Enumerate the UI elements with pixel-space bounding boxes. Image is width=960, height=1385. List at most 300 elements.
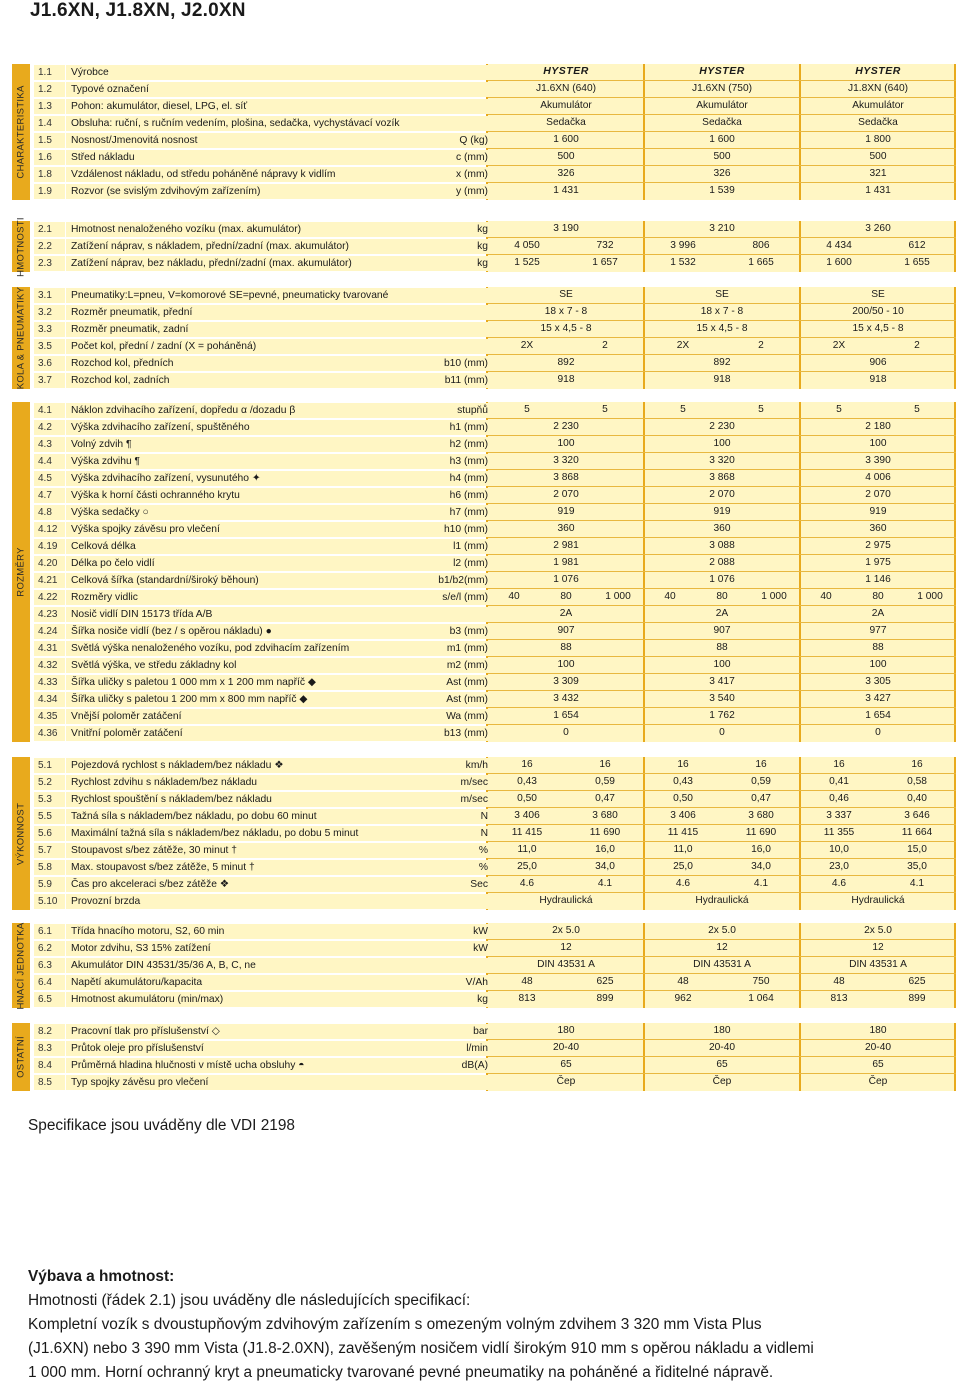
row-unit: l/min: [466, 1043, 488, 1054]
value-cell: 3 680: [592, 810, 618, 821]
value-cell: 0: [875, 727, 881, 738]
value-cell: 65: [560, 1059, 572, 1070]
value-cell: 100: [713, 438, 731, 449]
row-label-text: Maximální tažná síla s nákladem/bez nákladu, po dobu 5 minut: [71, 828, 359, 839]
row-unit: x (mm): [455, 169, 488, 180]
row-number: 5.3: [34, 792, 65, 807]
row-label: [66, 116, 496, 131]
row-label: [66, 675, 496, 690]
section-rozmery: [12, 402, 956, 742]
row-number: 4.7: [34, 488, 65, 503]
row-unit: b1/b2(mm): [438, 575, 488, 586]
value-cell: 25,0: [517, 861, 537, 872]
value-cell: 180: [869, 1025, 887, 1036]
row-label: [66, 403, 496, 418]
value-cell: 34,0: [595, 861, 615, 872]
value-cell: 16: [599, 759, 611, 770]
row-label-text: Výška zdvihacího zařízení, spuštěného: [71, 422, 250, 433]
brand-logo: HYSTER: [699, 65, 745, 77]
row-unit: h7 (mm): [449, 507, 488, 518]
row-label: [66, 133, 496, 148]
row-label: [66, 1024, 496, 1039]
value-cell: 919: [557, 506, 575, 517]
row-label: [66, 239, 496, 254]
row-number: 1.3: [34, 99, 65, 114]
value-cell: J1.6XN (640): [535, 83, 597, 94]
value-cell: 100: [713, 659, 731, 670]
row-label: [66, 356, 496, 371]
value-cell: 0,43: [517, 776, 537, 787]
row-number: 3.1: [34, 288, 65, 303]
value-cell: DIN 43531 A: [693, 959, 751, 970]
value-cell: Akumulátor: [540, 100, 592, 111]
equipment-line-4: 1 000 mm. Horní ochranný kryt a pneumaticky tvarované pevné pneumatiky na poháněné a řiditelné nápravě.: [28, 1364, 774, 1381]
row-number: 8.5: [34, 1075, 65, 1090]
row-unit: h3 (mm): [449, 456, 488, 467]
row-number: 5.6: [34, 826, 65, 841]
value-cell: 813: [518, 993, 536, 1004]
row-number: 8.3: [34, 1041, 65, 1056]
row-label-text: Střed nákladu: [71, 152, 135, 163]
row-label: [66, 826, 496, 841]
row-number: 8.4: [34, 1058, 65, 1073]
row-label-text: Provozní brzda: [71, 896, 141, 907]
value-cell: 12: [560, 942, 572, 953]
value-cell: 4.1: [753, 878, 769, 889]
row-number: 5.1: [34, 758, 65, 773]
value-cell: 750: [752, 976, 770, 987]
row-number: 3.5: [34, 339, 65, 354]
value-cell: 20-40: [864, 1042, 892, 1053]
value-cell: 919: [713, 506, 731, 517]
value-cell: 16: [833, 759, 845, 770]
row-unit: Q (kg): [459, 135, 488, 146]
row-unit: Wa (mm): [446, 711, 488, 722]
section-title: HMOTNOSTI: [15, 216, 27, 277]
value-cell: 11 415: [511, 827, 543, 838]
value-cell: 326: [713, 168, 731, 179]
row-number: 8.2: [34, 1024, 65, 1039]
value-cell: 12: [872, 942, 884, 953]
row-unit: l1 (mm): [453, 541, 488, 552]
row-label-text: Celková šířka (standardní/široký běhoun): [71, 575, 259, 586]
row-number: 3.7: [34, 373, 65, 388]
value-cell: 2 070: [709, 489, 735, 500]
value-cell: 40: [664, 591, 676, 602]
value-cell: 3 337: [826, 810, 852, 821]
value-cell: 919: [869, 506, 887, 517]
row-label: [66, 322, 496, 337]
section-title: ROZMĚRY: [15, 547, 27, 597]
row-label-text: Zatížení náprav, bez nákladu, přední/zadní (max. akumulátor): [71, 258, 352, 269]
value-cell: 2: [602, 340, 608, 351]
row-label-text: Napětí akumulátoru/kapacita: [71, 977, 203, 988]
row-label-text: Pohon: akumulátor, diesel, LPG, el. síť: [71, 101, 248, 112]
value-cell: 15 x 4,5 - 8: [540, 323, 592, 334]
row-label: [66, 658, 496, 673]
row-number: 2.2: [34, 239, 65, 254]
row-label-text: Rozchod kol, zadních: [71, 375, 170, 386]
row-number: 6.5: [34, 992, 65, 1007]
value-cell: 3 680: [748, 810, 774, 821]
value-cell: 0,59: [751, 776, 771, 787]
value-cell: 80: [872, 591, 884, 602]
row-label-text: Výrobce: [71, 67, 109, 78]
row-label: [66, 709, 496, 724]
row-unit: %: [478, 862, 488, 873]
value-cell: 180: [557, 1025, 575, 1036]
value-cell: 3 540: [709, 693, 735, 704]
value-cell: J1.8XN (640): [847, 83, 909, 94]
row-label-text: Náklon zdvihacího zařízení, dopředu α /dozadu β: [71, 405, 296, 416]
value-cell: 11 690: [745, 827, 777, 838]
row-label-text: Rozměr pneumatik, zadní: [71, 324, 189, 335]
row-label: [66, 99, 496, 114]
value-cell: 88: [716, 642, 728, 653]
value-cell: 1 654: [553, 710, 579, 721]
row-unit: h1 (mm): [449, 422, 488, 433]
row-label-text: Šířka uličky s paletou 1 200 mm x 800 mm napříč ◆: [71, 694, 308, 705]
value-cell: 5: [602, 404, 608, 415]
row-label-text: Motor zdvihu, S3 15% zatížení: [71, 943, 211, 954]
page-title: J1.6XN, J1.8XN, J2.0XN: [30, 0, 246, 21]
brand-logo: HYSTER: [543, 65, 589, 77]
row-label-text: Vzdálenost nákladu, od středu poháněné nápravy k vidlím: [71, 169, 336, 180]
row-unit: %: [478, 845, 488, 856]
value-cell: 899: [908, 993, 926, 1004]
value-cell: 40: [820, 591, 832, 602]
row-unit: km/h: [465, 760, 488, 771]
value-cell: 3 868: [553, 472, 579, 483]
value-cell: Akumulátor: [696, 100, 748, 111]
row-label-text: Akumulátor DIN 43531/35/36 A, B, C, ne: [71, 960, 256, 971]
value-cell: 0,58: [907, 776, 927, 787]
value-cell: 11 355: [823, 827, 855, 838]
value-cell: 1 665: [748, 257, 774, 268]
row-unit: stupňů: [457, 405, 488, 416]
value-cell: 625: [596, 976, 614, 987]
row-label-text: Hmotnost nenaloženého vozíku (max. akumulátor): [71, 224, 302, 235]
row-number: 5.8: [34, 860, 65, 875]
value-cell: 500: [557, 151, 575, 162]
row-number: 6.2: [34, 941, 65, 956]
row-unit: h6 (mm): [449, 490, 488, 501]
value-cell: 2 070: [553, 489, 579, 500]
value-cell: 3 406: [514, 810, 540, 821]
row-number: 4.2: [34, 420, 65, 435]
row-unit: m2 (mm): [446, 660, 488, 671]
row-label: [66, 843, 496, 858]
value-cell: 1 654: [865, 710, 891, 721]
value-cell: 88: [560, 642, 572, 653]
row-number: 1.1: [34, 65, 65, 80]
value-cell: 100: [557, 438, 575, 449]
row-label: [66, 184, 496, 199]
value-cell: Čep: [556, 1076, 576, 1087]
value-cell: 806: [752, 240, 770, 251]
value-cell: 25,0: [673, 861, 693, 872]
row-label: [66, 877, 496, 892]
value-cell: 88: [872, 642, 884, 653]
value-cell: 2 230: [709, 421, 735, 432]
value-cell: 4 434: [826, 240, 852, 251]
value-cell: 80: [716, 591, 728, 602]
row-unit: m/sec: [460, 777, 488, 788]
brand-logo: HYSTER: [855, 65, 901, 77]
row-label-text: Zatížení náprav, s nákladem, přední/zadní (max. akumulátor): [71, 241, 349, 252]
row-number: 3.2: [34, 305, 65, 320]
row-number: 4.1: [34, 403, 65, 418]
row-label: [66, 775, 496, 790]
row-unit: bar: [473, 1026, 488, 1037]
row-label: [66, 641, 496, 656]
value-cell: 4.1: [597, 878, 613, 889]
row-label-text: Nosnost/Jmenovitá nosnost: [71, 135, 198, 146]
value-cell: 4.6: [519, 878, 535, 889]
row-label-text: Volný zdvih ¶: [71, 439, 132, 450]
row-label: [66, 471, 496, 486]
value-cell: 3 406: [670, 810, 696, 821]
row-label-text: Průtok oleje pro příslušenství: [71, 1043, 204, 1054]
section-sidebar: [12, 923, 30, 1008]
section-sidebar: [12, 64, 30, 200]
value-cell: Čep: [712, 1076, 732, 1087]
row-number: 2.3: [34, 256, 65, 271]
value-cell: 4.6: [831, 878, 847, 889]
spec-note: Specifikace jsou uváděny dle VDI 2198: [28, 1117, 295, 1134]
row-number: 3.3: [34, 322, 65, 337]
value-cell: 180: [713, 1025, 731, 1036]
row-label-text: Světlá výška nenaloženého vozíku, pod zdvihacím zařízením: [71, 643, 350, 654]
value-cell: 48: [677, 976, 689, 987]
value-cell: 3 427: [865, 693, 891, 704]
row-number: 4.8: [34, 505, 65, 520]
row-number: 5.5: [34, 809, 65, 824]
row-label-text: Pojezdová rychlost s nákladem/bez nákladu ❖: [71, 760, 284, 771]
row-number: 3.6: [34, 356, 65, 371]
row-number: 4.20: [34, 556, 65, 571]
value-cell: 3 210: [709, 223, 735, 234]
value-cell: 35,0: [907, 861, 927, 872]
row-number: 4.23: [34, 607, 65, 622]
value-cell: 3 390: [865, 455, 891, 466]
value-cell: 906: [869, 357, 887, 368]
row-label: [66, 339, 496, 354]
row-number: 1.6: [34, 150, 65, 165]
section-title: VÝKONNOST: [15, 802, 27, 865]
value-cell: 360: [557, 523, 575, 534]
value-cell: 11,0: [673, 844, 693, 855]
row-label: [66, 590, 496, 605]
value-cell: 100: [869, 438, 887, 449]
row-number: 4.19: [34, 539, 65, 554]
value-cell: 4 006: [865, 472, 891, 483]
value-cell: Sedačka: [858, 117, 898, 128]
value-cell: 1 076: [709, 574, 735, 585]
row-label: [66, 505, 496, 520]
row-label-text: Rozvor (se svislým zdvihovým zařízením): [71, 186, 261, 197]
value-cell: Hydraulická: [695, 895, 749, 906]
value-cell: 1 600: [826, 257, 852, 268]
row-unit: s/e/l (mm): [442, 592, 488, 603]
value-cell: 1 655: [904, 257, 930, 268]
value-cell: 18 x 7 - 8: [700, 306, 744, 317]
row-number: 6.3: [34, 958, 65, 973]
value-cell: 0,41: [829, 776, 849, 787]
row-label: [66, 1075, 496, 1090]
value-cell: 16: [521, 759, 533, 770]
row-number: 4.33: [34, 675, 65, 690]
value-cell: 907: [713, 625, 731, 636]
value-cell: 5: [524, 404, 530, 415]
row-number: 6.1: [34, 924, 65, 939]
value-cell: 1 000: [761, 591, 787, 602]
value-cell: 2 230: [553, 421, 579, 432]
equipment-heading: Výbava a hmotnost:: [28, 1268, 175, 1285]
value-cell: 3 260: [865, 223, 891, 234]
row-label-text: Celková délka: [71, 541, 136, 552]
value-cell: 48: [521, 976, 533, 987]
value-cell: 612: [908, 240, 926, 251]
row-label: [66, 924, 496, 939]
value-cell: 3 996: [670, 240, 696, 251]
row-label-text: Hmotnost akumulátoru (min/max): [71, 994, 224, 1005]
value-cell: 2: [914, 340, 920, 351]
row-label-text: Světlá výška, ve středu základny kol: [71, 660, 237, 671]
row-number: 4.12: [34, 522, 65, 537]
row-label-text: Tažná síla s nákladem/bez nákladu, po dobu 60 minut: [71, 811, 317, 822]
value-cell: 3 088: [709, 540, 735, 551]
value-cell: 200/50 - 10: [852, 306, 904, 317]
value-cell: 16: [677, 759, 689, 770]
value-cell: 100: [869, 659, 887, 670]
section-kola: [12, 287, 956, 389]
row-number: 4.21: [34, 573, 65, 588]
row-label: [66, 809, 496, 824]
value-cell: Hydraulická: [851, 895, 905, 906]
value-cell: 326: [557, 168, 575, 179]
row-label-text: Nosič vidlí DIN 15173 třída A/B: [71, 609, 213, 620]
row-label: [66, 222, 496, 237]
row-number: 4.4: [34, 454, 65, 469]
row-label: [66, 420, 496, 435]
value-cell: DIN 43531 A: [849, 959, 907, 970]
row-label: [66, 65, 496, 80]
value-cell: 65: [872, 1059, 884, 1070]
section-charakteristika: [12, 64, 956, 200]
value-cell: 11,0: [517, 844, 537, 855]
value-cell: DIN 43531 A: [537, 959, 595, 970]
value-cell: 0,43: [673, 776, 693, 787]
section-hmotnosti: [12, 216, 956, 277]
row-label: [66, 758, 496, 773]
value-cell: 2 180: [865, 421, 891, 432]
value-cell: 34,0: [751, 861, 771, 872]
value-cell: 962: [674, 993, 692, 1004]
row-label: [66, 556, 496, 571]
value-cell: 3 432: [553, 693, 579, 704]
value-cell: 2 975: [865, 540, 891, 551]
row-label: [66, 454, 496, 469]
value-cell: 20-40: [708, 1042, 736, 1053]
row-label-text: Obsluha: ruční, s ručním vedením, plošina, sedačka, vychystávací vozík: [71, 118, 400, 129]
row-label-text: Počet kol, přední / zadní (X = poháněná): [71, 341, 257, 352]
row-label: [66, 792, 496, 807]
value-cell: 11 664: [901, 827, 933, 838]
row-number: 4.32: [34, 658, 65, 673]
value-cell: 2x 5.0: [552, 925, 580, 936]
row-label: [66, 488, 496, 503]
value-cell: 16: [755, 759, 767, 770]
value-cell: 2A: [871, 608, 885, 619]
value-cell: 625: [908, 976, 926, 987]
value-cell: 2 070: [865, 489, 891, 500]
row-unit: kW: [473, 943, 488, 954]
row-label: [66, 522, 496, 537]
value-cell: 813: [830, 993, 848, 1004]
value-cell: 15 x 4,5 - 8: [696, 323, 748, 334]
equipment-line-3: (J1.6XN) nebo 3 390 mm Vista (J1.8-2.0XN), zavěšeným nosičem vidlí širokým 910 mm s opěrou nákladu a vidlemi: [28, 1340, 814, 1357]
value-cell: 0,47: [595, 793, 615, 804]
value-cell: Hydraulická: [539, 895, 593, 906]
row-unit: b11 (mm): [444, 375, 488, 386]
value-cell: 1 000: [605, 591, 631, 602]
section-title: OSTATNÍ: [15, 1036, 27, 1078]
value-cell: 3 868: [709, 472, 735, 483]
value-cell: SE: [715, 289, 729, 300]
row-label: [66, 726, 496, 741]
section-sidebar: [12, 757, 30, 910]
equipment-line-1: Hmotnosti (řádek 2.1) jsou uváděny dle následujících specifikací:: [28, 1292, 471, 1309]
row-label-text: Rozměr pneumatik, přední: [71, 307, 193, 318]
value-cell: 3 309: [553, 676, 579, 687]
row-label-text: Délka po čelo vidlí: [71, 558, 155, 569]
section-sidebar: [12, 1023, 30, 1091]
value-cell: 3 646: [904, 810, 930, 821]
row-label-text: Stoupavost s/bez zátěže, 30 minut †: [71, 845, 237, 856]
row-unit: b10 (mm): [443, 358, 488, 369]
value-cell: 5: [914, 404, 920, 415]
row-unit: l2 (mm): [453, 558, 488, 569]
value-cell: 3 305: [865, 676, 891, 687]
row-label-text: Vnější poloměr zatáčení: [71, 711, 182, 722]
row-label: [66, 150, 496, 165]
value-cell: 16,0: [595, 844, 615, 855]
value-cell: 2 088: [709, 557, 735, 568]
row-label: [66, 256, 496, 271]
value-cell: 23,0: [829, 861, 849, 872]
row-number: 4.31: [34, 641, 65, 656]
row-label: [66, 573, 496, 588]
row-label-text: Vnitřní poloměr zatáčení: [71, 728, 183, 739]
value-cell: 3 417: [709, 676, 735, 687]
value-cell: 0,59: [595, 776, 615, 787]
row-number: 1.5: [34, 133, 65, 148]
row-label: [66, 437, 496, 452]
row-label: [66, 82, 496, 97]
row-number: 4.36: [34, 726, 65, 741]
value-cell: 5: [836, 404, 842, 415]
section-title: HNACÍ JEDNOTKA: [15, 921, 27, 1010]
value-cell: 899: [596, 993, 614, 1004]
value-cell: 0,50: [673, 793, 693, 804]
value-cell: Sedačka: [546, 117, 586, 128]
value-cell: 4 050: [514, 240, 540, 251]
value-cell: 2X: [676, 340, 690, 351]
value-cell: 5: [680, 404, 686, 415]
value-cell: J1.6XN (750): [691, 83, 753, 94]
value-cell: 11 690: [589, 827, 621, 838]
